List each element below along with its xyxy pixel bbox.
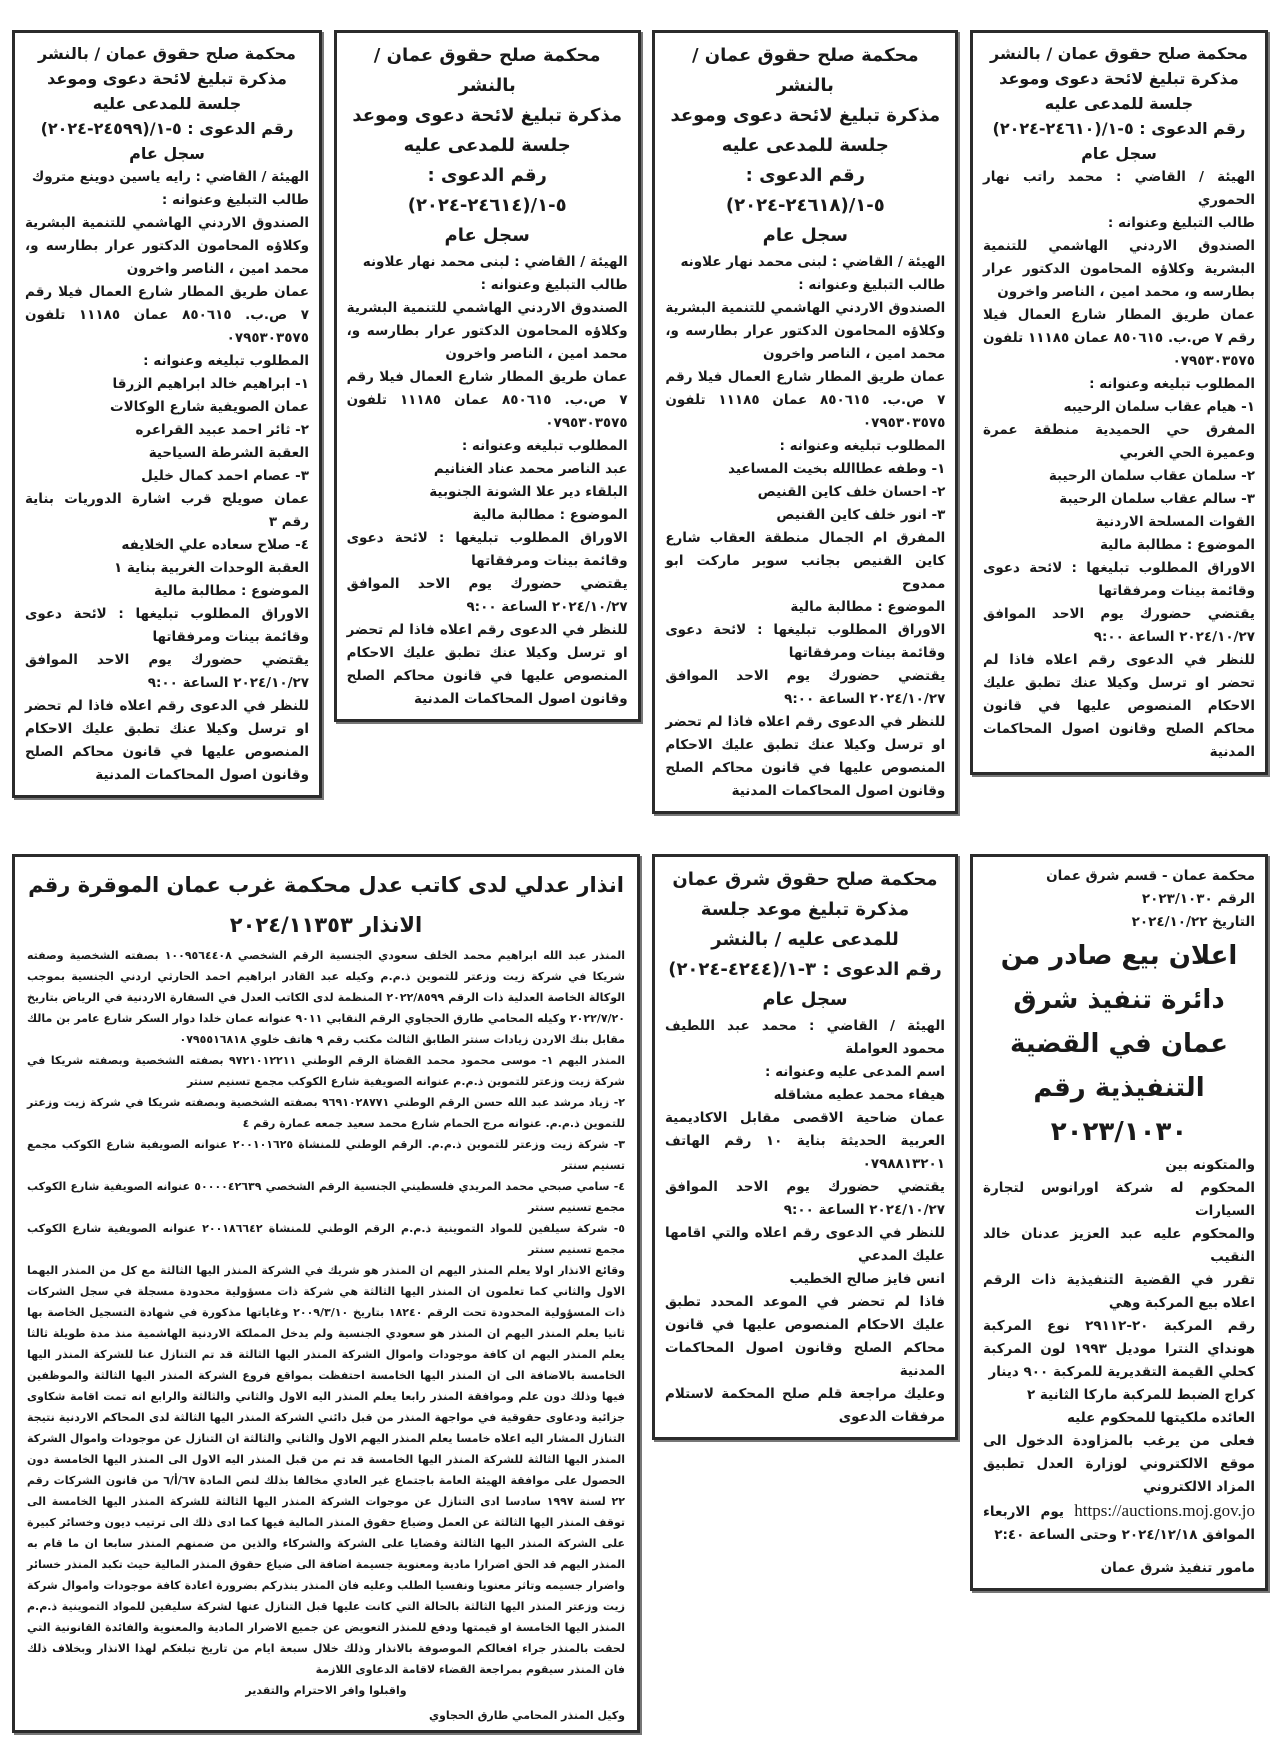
text-block bbox=[983, 865, 1255, 934]
text-line: العائده ملكيتها للمحكوم عليه bbox=[1066, 1410, 1255, 1426]
text-line: ٣- انور خلف كاين القنيص bbox=[776, 507, 946, 523]
text-line: الهيئة / القاضي : رايه ياسين دوينع متروك bbox=[31, 169, 309, 185]
text-line: التاريخ ٢٠٢٤/١٠/٢٢ bbox=[1131, 914, 1255, 930]
text-line: ٣- سالم عقاب سلمان الرحيبة bbox=[1059, 491, 1255, 507]
bottom-row bbox=[0, 814, 1279, 1753]
text-line: رقم المركبة ٢٠-٢٩١١٢ نوع المركبة هونداي النترا موديل ١٩٩٣ لون المركبة كحلي القيمة التقديرية للمركبة ٩٠٠ دينار bbox=[983, 1318, 1255, 1380]
text-line: البلقاء دير علا الشونة الجنوبية bbox=[429, 484, 628, 500]
text-line: للنظر في الدعوى رقم اعلاه والتي اقامها عليك المدعي bbox=[665, 1225, 945, 1264]
text-line: طالب التبليغ وعنوانه : bbox=[161, 192, 309, 208]
text-line: عمان طريق المطار شارع العمال فيلا رقم ٧ ص.ب. ٨٥٠٦١٥ عمان ١١١٨٥ تلفون ٠٧٩٥٣٠٣٥٧٥ bbox=[665, 369, 946, 431]
text-line: ٢- سلمان عقاب سلمان الرحيبة bbox=[1048, 468, 1255, 484]
text-line: المنذر عبد الله ابراهيم محمد الخلف سعودي الجنسية الرقم الشخصي ١٠٠٩٥٦٤٤٠٨ بصفته الشخصية وصفته شريكا في شركة زيت وزعتر للتموين ذ.م.م وكيله عبد القادر ابراهيم احمد الحارثي اردني الجنسية بموجب الوكالة الخاصة العدلية ذات الرقم ٢٠٢٢/٨٥٩٩ المنظمة لدى الكاتب العدل في السفارة الاردنية في الرياض بتاريخ ٢٠٢٢/٧/٢٠ وكيله المحامي طارق الحجاوي الرقم النقابي ٩٠١١ عنوانه عمان خلدا دوار السكر شارع عامر بن مالك مقابل بنك الاردن زيادات سنتر الطابق الثالث مكتب رقم ٩ هاتف خلوي ٠٧٩٥٥١٦٨١٨ bbox=[27, 949, 625, 1046]
text-line: ٣- عصام احمد كمال خليل bbox=[141, 468, 309, 484]
text-line: الاوراق المطلوب تبليغها : لائحة دعوى وقائمة بينات ومرفقاتها bbox=[665, 622, 946, 661]
text-line: ٥- شركة سيلفين للمواد التموينية ذ.م.م الرقم الوطني للمنشاة ٢٠٠١٨٦٦٤٢ عنوانه الصويفية شارع الكوكب مجمع تسنيم سنتر bbox=[27, 1222, 625, 1256]
text-line: يقتضي حضورك يوم الاحد الموافق ٢٠٢٤/١٠/٢٧ الساعة ٩:٠٠ bbox=[25, 652, 309, 691]
text-line: والمتكونه بين bbox=[1165, 1157, 1255, 1173]
text-line: الاوراق المطلوب تبليغها : لائحة دعوى وقائمة بينات ومرفقاتها bbox=[982, 560, 1255, 599]
heading-line: مذكرة تبليغ لائحة دعوى وموعد جلسة للمدعى عليه bbox=[999, 69, 1239, 113]
heading-line: سجل عام bbox=[762, 225, 848, 246]
text-line: عبد الناصر محمد عناد الغنانيم bbox=[433, 461, 628, 477]
text-line: الصندوق الاردني الهاشمي للتنمية البشرية وكلاؤه المحامون الدكتور عرار بطارسه و، محمد امين ، الناصر واخرون bbox=[982, 238, 1255, 300]
text-line: المحكوم له شركة اورانوس لتجارة السيارات bbox=[983, 1180, 1255, 1219]
heading-line: سجل عام bbox=[762, 989, 848, 1010]
heading-line: محكمة صلح حقوق عمان / بالنشر bbox=[691, 45, 919, 96]
text-line: الموضوع : مطالبة مالية bbox=[154, 583, 309, 599]
text-block bbox=[983, 166, 1255, 764]
text-line: عمان طريق المطار شارع العمال فيلا رقم ٧ ص.ب. ٨٥٠٦١٥ عمان ١١١٨٥ تلفون ٠٧٩٥٣٠٣٥٧٥ bbox=[346, 369, 628, 431]
text-block bbox=[25, 41, 309, 166]
text-line: المطلوب تبليغه وعنوانه : bbox=[143, 353, 309, 369]
heading-line: مذكرة تبليغ موعد جلسة للمدعى عليه / بالنشر bbox=[700, 899, 910, 950]
text-block bbox=[665, 1015, 945, 1429]
text-block bbox=[27, 945, 625, 1680]
text-block bbox=[665, 41, 945, 251]
text-line: ٤- صلاح سعاده علي الخلايفه bbox=[121, 537, 309, 553]
text-line: الهيئة / القاضي : محمد راتب نهار الحموري bbox=[982, 169, 1255, 208]
text-line: الهيئة / القاضي : محمد عبد اللطيف محمود العواملة bbox=[665, 1018, 945, 1057]
warning-title: انذار عدلي لدى كاتب عدل محكمة غرب عمان الموقرة رقم الانذار ٢٠٢٤/١١٣٥٣ bbox=[28, 873, 624, 937]
text-line: القوات المسلحة الاردنية bbox=[1095, 514, 1255, 530]
sale-notice-title: اعلان بيع صادر من دائرة تنفيذ شرق عمان في القضية التنفيذية رقم ٢٠٢٣/١٠٣٠ bbox=[1000, 941, 1238, 1147]
heading-line: محكمة صلح حقوق شرق عمان bbox=[672, 869, 938, 890]
heading-line: مذكرة تبليغ لائحة دعوى وموعد جلسة للمدعى عليه bbox=[352, 105, 622, 156]
heading-line: مذكرة تبليغ لائحة دعوى وموعد جلسة للمدعى عليه bbox=[47, 69, 287, 113]
text-line: والمحكوم عليه عبد العزيز عدنان خالد النقيب bbox=[983, 1226, 1255, 1265]
text-line: ٢- ثائر احمد عبيد القراعره bbox=[135, 422, 309, 438]
text-line: الهيئة / القاضي : لبنى محمد نهار علاونه bbox=[362, 254, 628, 270]
text-line: طالب التبليغ وعنوانه : bbox=[1107, 215, 1255, 231]
heading-line: سجل عام bbox=[444, 225, 530, 246]
text-line: وعليك مراجعة قلم صلح المحكمة لاستلام مرفقات الدعوى bbox=[665, 1386, 945, 1425]
notice-case-24610 bbox=[970, 30, 1268, 775]
text-line: عمان صويلح قرب اشارة الدوريات بناية رقم ٣ bbox=[25, 491, 309, 530]
text-line: ٣- شركة زيت وزعتر للتموين ذ.م.م. الرقم الوطني للمنشاة ٢٠٠١٠١٦٢٥ عنوانه الصويفية شارع الكوكب مجمع تسنيم سنتر bbox=[27, 1138, 625, 1172]
heading-line: رقم الدعوى : ٥-١/(٢٤٦١٨-٢٠٢٤) bbox=[725, 165, 885, 216]
text-line: يقتضي حضورك يوم الاحد الموافق ٢٠٢٤/١٠/٢٧ الساعة ٩:٠٠ bbox=[982, 606, 1255, 645]
text-line: الصندوق الاردني الهاشمي للتنمية البشرية وكلاؤه المحامون الدكتور عرار بطارسه و، محمد امين ، الناصر واخرون bbox=[346, 300, 628, 362]
text-block bbox=[25, 166, 309, 787]
text-line: الاوراق المطلوب تبليغها : لائحة دعوى وقائمة بينات ومرفقاتها bbox=[25, 606, 309, 645]
text-line: ١- وطفه عطاالله بخيت المساعيد bbox=[728, 461, 946, 477]
heading-line: مذكرة تبليغ لائحة دعوى وموعد جلسة للمدعى عليه bbox=[670, 105, 941, 156]
text-line: يقتضي حضورك يوم الاحد الموافق ٢٠٢٤/١٠/٢٧ الساعة ٩:٠٠ bbox=[665, 1179, 945, 1218]
closing: واقبلوا وافر الاحترام والتقدير bbox=[245, 1684, 407, 1697]
text-line: ٤- سامي صبحي محمد المريدي فلسطيني الجنسية الرقم الشخصي ٥٠٠٠٠٤٢٦٣٩ عنوانه الصويفية شارع الكوكب مجمع تسنيم سنتر bbox=[27, 1180, 625, 1214]
text-line: اسم المدعى عليه وعنوانه : bbox=[764, 1064, 945, 1080]
text-line: عمان الصويفية شارع الوكالات bbox=[110, 399, 309, 415]
text-line: ٢- احسان خلف كاين القنيص bbox=[757, 484, 946, 500]
text-line: وقائع الانذار اولا يعلم المنذر اليهم ان المنذر هو شريك في الشركة المنذر اليها الثالثة مع كل من المنذر اليهما الاول والثاني كما تعلمون ان المنذر اليها الثالثة هي شركة ذات مسؤولية محدودة مسجلة في سجل الشركات ذات المسؤولية المحدودة تحت الرقم ١٨٢٤٠ بتاريخ ٢٠٠٩/٣/١٠ وغاياتها مذكورة في شهادة التسجيل الخاصة بها ثانيا يعلم المنذر اليهم ان المنذر هو سعودي الجنسية ولم يدخل المملكة الاردنية الهاشمية منذ مدة طويلة ثالثا يعلم المنذر اليهم ان كافة موجودات واموال الشركة المنذر اليها الثالثة قد تم التنازل عنا للشركة المنذر اليها الخامسة بالاضافة الى ان المنذر اليها الخامسة احتفظت بمواقع فروع الشركة المنذر اليها الثالثة والموظفين فيها وذلك دون علم وموافقة المنذر رابعا يعلم المنذر اليه الاول والثاني والثالثة والرابع انه تمت اقامة شكاوى جزائية ودعاوى حقوقية في مواجهة المنذر من قبل دائني الشركة المنذر اليها الثالثة لدى المحاكم الاردنية نتيجة التنازل المشار اليه اعلاه خامسا يعلم المنذر اليهم الاول والثاني والثالثة ان التنازل عن موجودات واموال الشركة المنذر اليها الثالثة للشركة المنذر اليها الخامسة قد تم من قبل المنذر اليه الاول الى المنذر اليها الخامسة دون الحصول على موافقة الهيئة العامة باجتماع غير العادي مخالفا بذلك لنص المادة ٦٧/أ/٦ من قانون الشركات رقم ٢٢ لسنة ١٩٩٧ سادسا ادى التنازل عن موجوات الشركة المنذر اليها الثالثة للشركة المنذر اليها الخامسة الى توقف المنذر اليها الثالثة عن العمل وضياع حقوق المنذر المالية فيها كما ادى ذلك الى ترتيب ديون وخسائر كبيرة على الشركة المنذر اليها الثالثة وقضايا على الشركة والشركاء والذين من ضمنهم المنذر سابعا ان ما قام به المنذر اليهم قد الحق اضرارا مادية ومعنوية جسيمة اضافة الى ضياع حقوق المنذر المالية حيث تكبد المنذر خسائر واضرار جسيمه وتاثر معنويا ونفسيا الطلب وعليه فان المنذر ينذركم بضرورة اعادة كافة موجودات واموال شركة زيت وزعتر المنذر اليها الثالثة بالحالة التي كانت عليها قبل التنازل عنها لشركة سليفين للمواد التموينية ذ.م.م المنذر اليها الخامسة او قيمتها ودفع للمنذر التعويض عن جميع الاضرار المادية والمعنوية والفائدة القانونية التي لحقت بالمنذر جراء افعالكم الموصوفة بالانذار وذلك خلال سبعة ايام من تاريخ تبلغكم لهذا الانذار وبخلاف ذلك فان المنذر سيقوم بمراجعة القضاء لاقامة الدعاوى اللازمة bbox=[27, 1264, 625, 1676]
text-line: عمان طريق المطار شارع العمال فيلا رقم ٧ ص.ب. ٨٥٠٦١٥ عمان ١١١٨٥ تلفون ٠٧٩٥٣٠٣٥٧٥ bbox=[25, 284, 309, 346]
auction-date: يوم الاربعاء الموافق ٢٠٢٤/١٢/١٨ وحتى الساعة ٢:٤٠ bbox=[983, 1504, 1255, 1543]
text-line: المفرق ام الجمال منطقة العقاب شارع كاين القنيص بجانب سوبر ماركت ابو ممدوح bbox=[665, 530, 946, 592]
text-line: طالب التبليغ وعنوانه : bbox=[480, 277, 628, 293]
text-line: فعلى من يرغب بالمزاودة الدخول الى موقع الالكتروني لوزارة العدل تطبيق المزاد الالكتروني bbox=[983, 1433, 1255, 1495]
text-line: انس فايز صالح الخطيب bbox=[789, 1271, 945, 1287]
text-line: المنذر اليهم ١- موسى محمود محمد القضاة الرقم الوطني ٩٧٢١٠١٢٢١١ بصفته الشخصية وبصفته شريكا في شركة زيت وزعتر للتموين ذ.م.م عنوانه الصويفية شارع الكوكب مجمع تسنيم سنتر bbox=[27, 1054, 626, 1088]
heading-line: محكمة صلح حقوق عمان / بالنشر bbox=[373, 45, 601, 96]
heading-line: رقم الدعوى : ٣-١/(٤٢٤٤-٢٠٢٤) bbox=[668, 959, 942, 980]
text-line: عمان ضاحية الاقصى مقابل الاكاديمية العربية الحديثة بناية ١٠ رقم الهاتف ٠٧٩٨٨١٣٢٠١ bbox=[665, 1110, 946, 1172]
text-line: المفرق حي الحميدية منطقة عمرة وعميرة الحي الغربي bbox=[982, 422, 1255, 461]
signature: مامور تنفيذ شرق عمان bbox=[1100, 1560, 1255, 1576]
text-line: العقبة الوحدات الغربية بناية ١ bbox=[113, 560, 309, 576]
text-line: عمان طريق المطار شارع العمال فيلا رقم ٧ ص.ب. ٨٥٠٦١٥ عمان ١١١٨٥ تلفون ٠٧٩٥٣٠٣٥٧٥ bbox=[982, 307, 1255, 369]
heading-line: رقم الدعوى : ٥-١/(٢٤٥٩٩-٢٠٢٤) سجل عام bbox=[40, 119, 294, 163]
text-line: يقتضي حضورك يوم الاحد الموافق ٢٠٢٤/١٠/٢٧ الساعة ٩:٠٠ bbox=[665, 668, 946, 707]
signature: وكيل المنذر المحامي طارق الحجاوي bbox=[428, 1709, 625, 1722]
text-line: الصندوق الاردني الهاشمي للتنمية البشرية وكلاؤه المحامون الدكتور عرار بطارسه و، محمد امين ، الناصر واخرون bbox=[665, 300, 946, 362]
text-block bbox=[983, 41, 1255, 166]
text-block bbox=[347, 251, 628, 711]
text-line: تقرر في القضية التنفيذية ذات الرقم اعلاه بيع المركبة وهي bbox=[983, 1272, 1255, 1311]
text-line: الرقم ٢٠٢٣/١٠٣٠ bbox=[1141, 891, 1255, 907]
text-line: الصندوق الاردني الهاشمي للتنمية البشرية وكلاؤه المحامون الدكتور عرار بطارسه و، محمد امين ، الناصر واخرون bbox=[25, 215, 309, 277]
text-line: العقبة الشرطة السياحية bbox=[148, 445, 309, 461]
text-block bbox=[983, 1154, 1255, 1499]
legal-warning-notice bbox=[12, 854, 640, 1733]
heading-line: محكمة صلح حقوق عمان / بالنشر bbox=[38, 44, 296, 63]
text-line: ٢- زياد مرشد عبد الله حسن الرقم الوطني ٩٦٩١٠٢٨٧٧١ بصفته الشخصية وبصفته شريكا في شركة زيت وزعتر للتموين ذ.م.م. عنوانه مرج الحمام شارع محمد سعيد جمعه عمارة رقم ٤ bbox=[27, 1096, 626, 1130]
text-block bbox=[665, 251, 945, 803]
text-line: الموضوع : مطالبة مالية bbox=[1099, 537, 1255, 553]
text-line: الموضوع : مطالبة مالية bbox=[472, 507, 628, 523]
text-line: الهيئة / القاضي : لبنى محمد نهار علاونه bbox=[680, 254, 946, 270]
text-line: الموضوع : مطالبة مالية bbox=[790, 599, 946, 615]
text-line: للنظر في الدعوى رقم اعلاه فاذا لم تحضر او ترسل وكيلا عنك تطبق عليك الاحكام المنصوص عليها في قانون محاكم الصلح وقانون اصول المحاكمات المدنية bbox=[982, 652, 1255, 760]
text-block bbox=[665, 865, 945, 1015]
auction-url[interactable]: https://auctions.moj.gov.jo bbox=[1074, 1501, 1255, 1520]
notice-case-24618 bbox=[652, 30, 958, 814]
text-line: فاذا لم تحضر في الموعد المحدد تطبق عليك الاحكام المنصوص عليها في قانون محاكم الصلح وقانون اصول المحاكمات المدنية bbox=[665, 1294, 945, 1379]
text-line: طالب التبليغ وعنوانه : bbox=[798, 277, 946, 293]
text-line: هيفاء محمد عطيه مشاقله bbox=[773, 1087, 945, 1103]
heading-line: رقم الدعوى : ٥-١/(٢٤٦١٠-٢٠٢٤) bbox=[992, 119, 1246, 138]
text-line: للنظر في الدعوى رقم اعلاه فاذا لم تحضر او ترسل وكيلا عنك تطبق عليك الاحكام المنصوص عليها في قانون محاكم الصلح وقانون اصول المحاكمات المدنية bbox=[25, 698, 309, 783]
top-row bbox=[0, 0, 1279, 814]
text-line: للنظر في الدعوى رقم اعلاه فاذا لم تحضر او ترسل وكيلا عنك تطبق عليك الاحكام المنصوص عليها في قانون محاكم الصلح وقانون اصول المحاكمات المدنية bbox=[346, 622, 628, 707]
sale-notice bbox=[970, 854, 1268, 1591]
text-line: محكمة عمان - قسم شرق عمان bbox=[1046, 868, 1255, 884]
text-line: للنظر في الدعوى رقم اعلاه فاذا لم تحضر او ترسل وكيلا عنك تطبق عليك الاحكام المنصوص عليها في قانون محاكم الصلح وقانون اصول المحاكمات المدنية bbox=[665, 714, 946, 799]
notice-case-24614 bbox=[334, 30, 641, 722]
heading-line: محكمة صلح حقوق عمان / بالنشر bbox=[990, 44, 1248, 63]
text-line: يقتضي حضورك يوم الاحد الموافق ٢٠٢٤/١٠/٢٧ الساعة ٩:٠٠ bbox=[346, 576, 628, 615]
text-line: ١- ابراهيم خالد ابراهيم الزرقا bbox=[112, 376, 309, 392]
notice-east-amman bbox=[652, 854, 958, 1440]
text-block bbox=[347, 41, 628, 251]
text-line: المطلوب تبليغه وعنوانه : bbox=[1089, 376, 1255, 392]
heading-line: رقم الدعوى : ٥-١/(٢٤٦١٤-٢٠٢٤) bbox=[407, 165, 567, 216]
text-line: ١- هيام عقاب سلمان الرحيبه bbox=[1063, 399, 1255, 415]
text-line: المطلوب تبليغه وعنوانه : bbox=[779, 438, 946, 454]
text-line: كراج الضبط للمركبة ماركا الثانية ٢ bbox=[1026, 1387, 1255, 1403]
text-line: المطلوب تبليغه وعنوانه : bbox=[461, 438, 628, 454]
notice-case-24599 bbox=[12, 30, 322, 798]
heading-line: سجل عام bbox=[1081, 144, 1157, 163]
text-line: الاوراق المطلوب تبليغها : لائحة دعوى وقائمة بينات ومرفقاتها bbox=[346, 530, 628, 569]
